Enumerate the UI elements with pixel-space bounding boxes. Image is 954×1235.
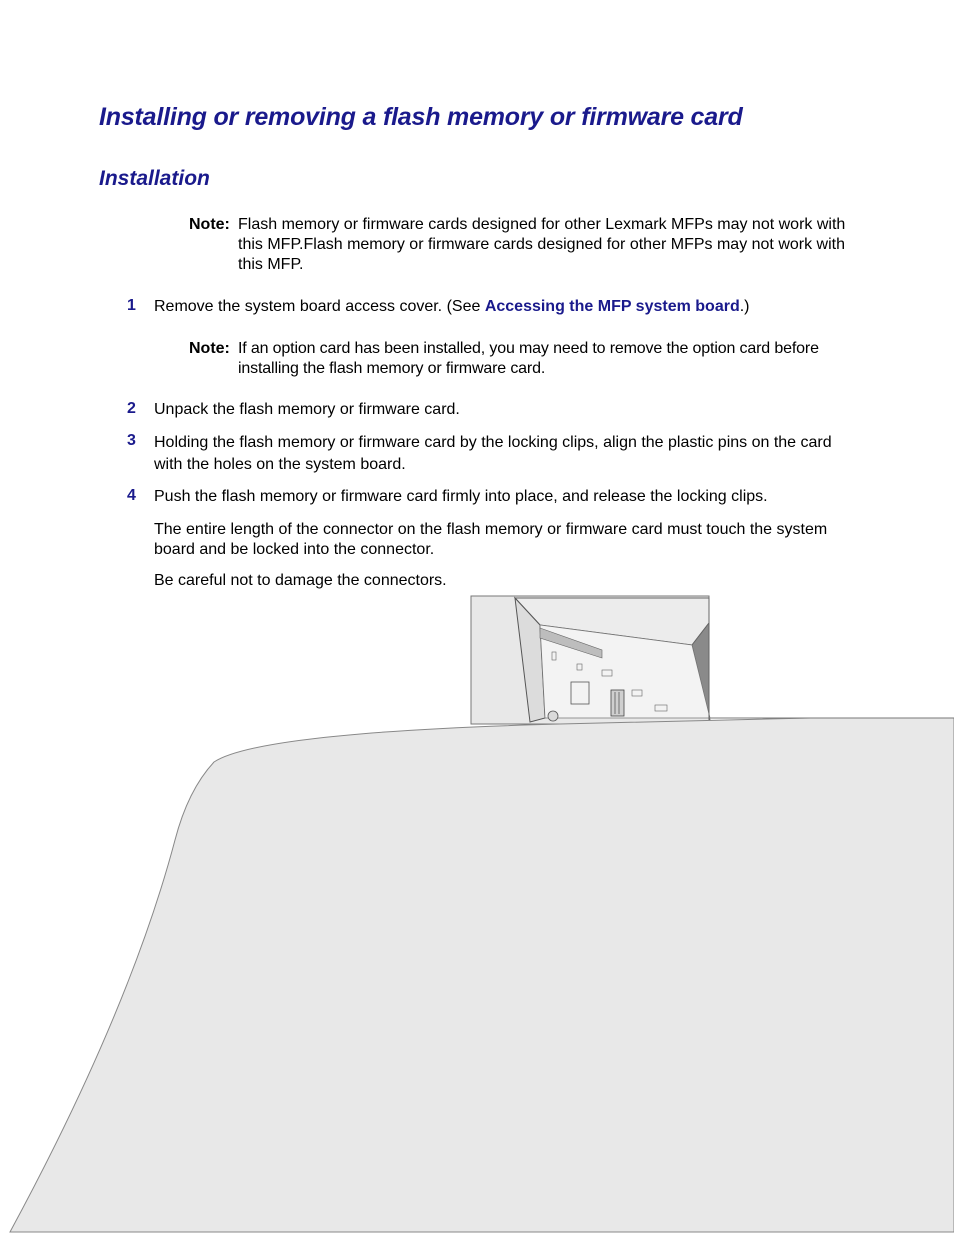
- step-number: 4: [127, 487, 136, 504]
- step-number: 3: [127, 432, 136, 449]
- note-text: If an option card has been installed, you may need to remove the option card before installing the flash memory or firmware card.: [238, 340, 819, 377]
- step-text-part: .): [739, 298, 750, 315]
- note-label: Note:: [189, 216, 230, 233]
- access-cover-panel: [10, 718, 954, 1232]
- step-text: Push the flash memory or firmware card firmly into place, and release the locking clips.: [154, 488, 768, 505]
- note-label: Note:: [189, 340, 230, 357]
- step-text-part: Remove the system board access cover. (See: [154, 298, 485, 315]
- caution-paragraph: Be careful not to damage the connectors.: [154, 572, 447, 589]
- step-text: Unpack the flash memory or firmware card.: [154, 401, 460, 418]
- section-heading: Installation: [99, 167, 210, 190]
- system-board-link[interactable]: Accessing the MFP system board: [484, 298, 740, 315]
- note-text: Flash memory or firmware cards designed for other Lexmark MFPs may not work with this MFP.Flash memory or firmware cards designed for other MFPs may not work with this MFP.: [238, 216, 846, 273]
- board-screw: [548, 711, 558, 721]
- connector-paragraph: The entire length of the connector on the flash memory or firmware card must touch the system board and be locked into the connector.: [154, 521, 828, 558]
- step-number: 2: [127, 400, 136, 417]
- step-number: 1: [127, 297, 136, 314]
- flash-card-slot: [611, 690, 624, 716]
- step-text: Holding the flash memory or firmware card by the locking clips, align the plastic pins on the card with the holes on the system board.: [154, 434, 832, 473]
- page-title: Installing or removing a flash memory or firmware card: [99, 103, 743, 131]
